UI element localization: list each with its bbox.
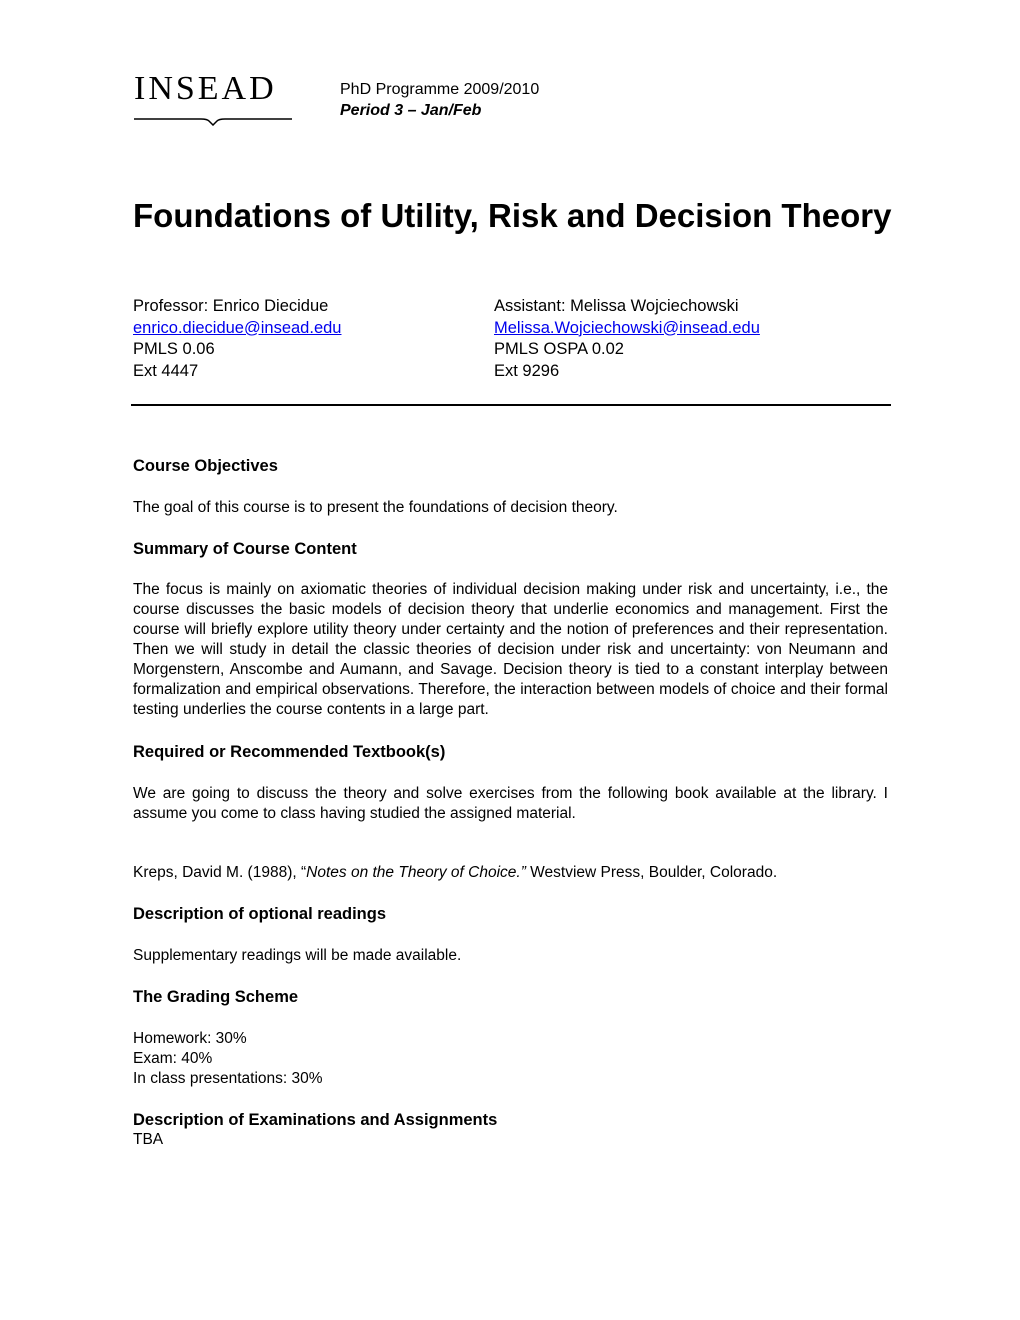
programme-label: PhD Programme 2009/2010 <box>340 81 540 98</box>
exams-text: TBA <box>133 1131 164 1148</box>
textbook-citation <box>133 863 888 883</box>
citation-author: Kreps, David M. (1988), “ <box>133 864 307 881</box>
citation-title: Notes on the Theory of Choice.” <box>306 864 526 881</box>
assistant-contact <box>494 296 760 382</box>
optional-text: Supplementary readings will be made available. <box>133 947 462 964</box>
textbooks-heading: Required or Recommended Textbook(s) <box>133 743 446 761</box>
grading-heading: The Grading Scheme <box>133 988 299 1006</box>
professor-ext: Ext 4447 <box>133 361 199 380</box>
grading-item-presentations: In class presentations: 30% <box>133 1070 323 1087</box>
summary-text: The focus is mainly on axiomatic theories of individual decision making under risk and uncertainty, i.e., the course discusses the basic models of decision theory that underlie economics and management. First the course will briefly explore utility theory under certainty and the notion of preferences and their representation. Then we will study in detail the classic theories of decision under risk and uncertainty: von Neumann and Morgenstern, Anscombe and Aumann, and Savage. Decision theory is tied to a constant interplay between formalization and empirical observations. Therefore, the interaction between models of choice and their formal testing underlies the course contents in a large part. <box>133 581 888 718</box>
grading-item-exam: Exam: 40% <box>133 1050 213 1067</box>
citation-publisher: Westview Press, Boulder, Colorado. <box>525 864 778 881</box>
programme-info <box>340 79 539 121</box>
assistant-ext: Ext 9296 <box>494 361 560 380</box>
professor-office: PMLS 0.06 <box>133 340 215 358</box>
professor-name: Professor: Enrico Diecidue <box>133 297 329 315</box>
optional-heading: Description of optional readings <box>133 905 387 923</box>
logo-underline-icon <box>134 114 292 126</box>
insead-logo <box>134 72 292 132</box>
page-title: Foundations of Utility, Risk and Decision Theory <box>133 197 892 234</box>
professor-contact <box>133 296 341 382</box>
objectives-heading: Course Objectives <box>133 457 278 475</box>
header-divider <box>131 404 891 406</box>
summary-heading: Summary of Course Content <box>133 540 357 558</box>
syllabus-body <box>133 456 888 1150</box>
grading-item-homework: Homework: 30% <box>133 1030 247 1047</box>
assistant-office: PMLS OSPA 0.02 <box>494 340 624 358</box>
exams-heading: Description of Examinations and Assignments <box>133 1111 498 1129</box>
assistant-name: Assistant: Melissa Wojciechowski <box>494 297 739 315</box>
period-label: Period 3 – Jan/Feb <box>340 102 482 119</box>
objectives-text: The goal of this course is to present the foundations of decision theory. <box>133 499 618 516</box>
professor-email-link[interactable]: enrico.diecidue@insead.edu <box>133 318 342 337</box>
grading-list <box>133 1029 888 1089</box>
logo-wordmark: INSEAD <box>134 70 277 107</box>
textbooks-text: We are going to discuss the theory and solve exercises from the following book available at the library. I assume you come to class having studied the assigned material. <box>133 785 888 822</box>
assistant-email-link[interactable]: Melissa.Wojciechowski@insead.edu <box>494 318 760 337</box>
